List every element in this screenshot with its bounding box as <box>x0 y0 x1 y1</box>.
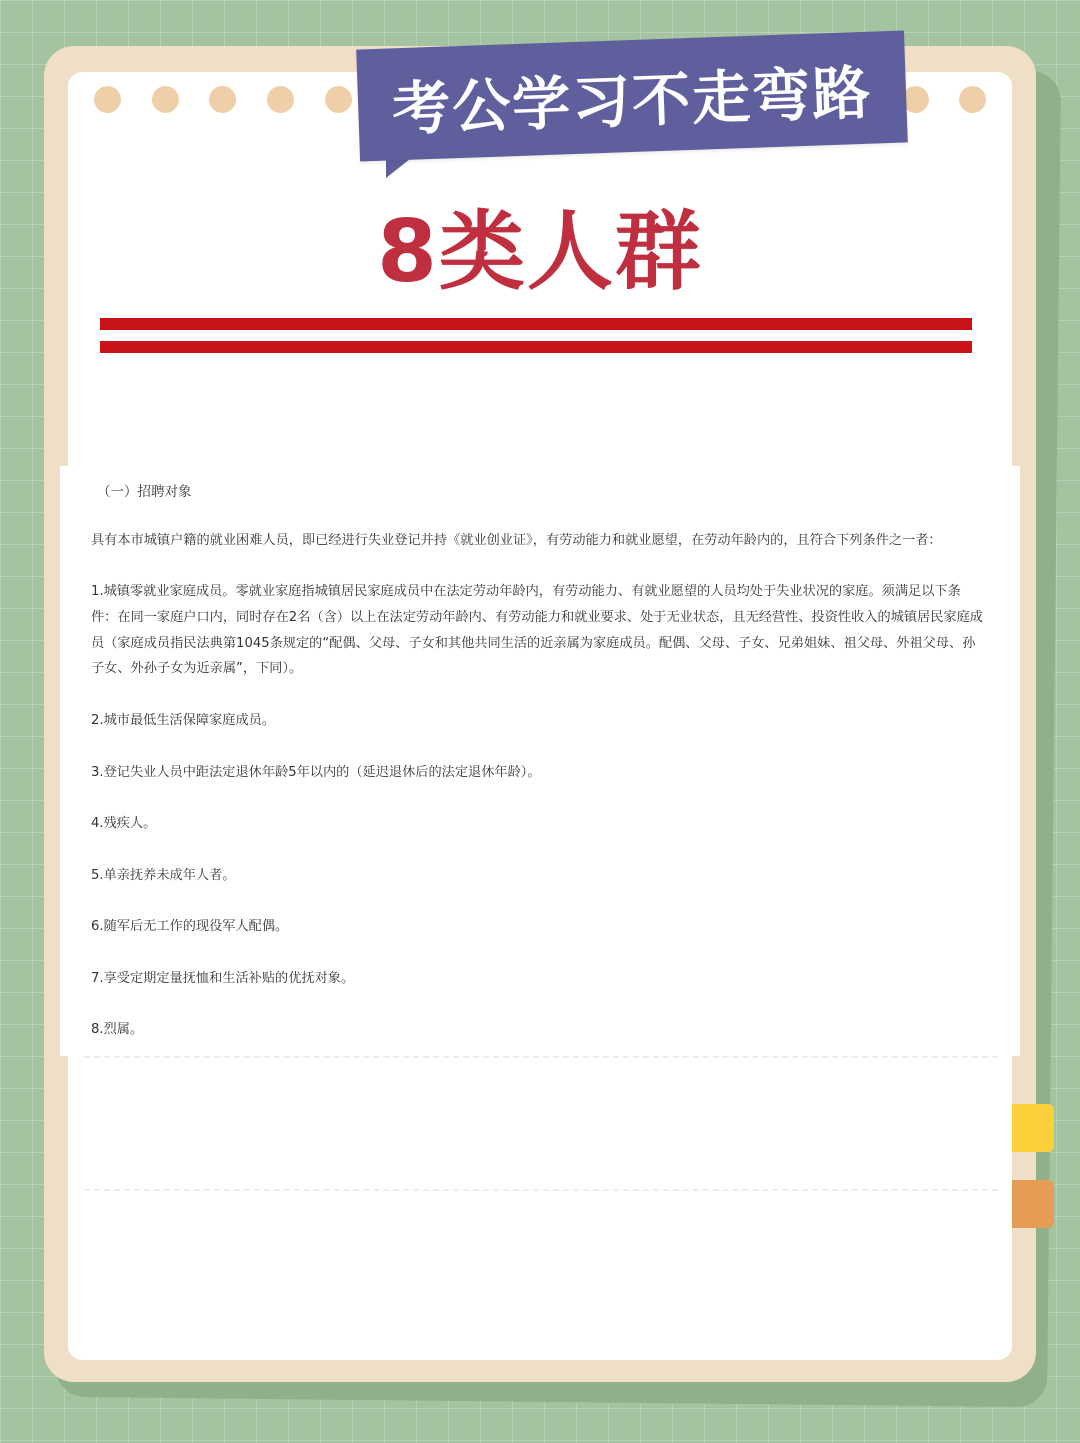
dashed-line <box>84 1056 998 1058</box>
section-heading: （一）招聘对象 <box>97 484 192 500</box>
dashed-line <box>84 1189 998 1191</box>
list-item: 6.随军后无工作的现役军人配偶。 <box>91 919 289 934</box>
orange-tab <box>1012 1180 1054 1228</box>
banner-text: 考公学习不走弯路 <box>391 58 874 144</box>
binder-hole <box>152 86 179 113</box>
list-item: 8.烈属。 <box>91 1022 144 1037</box>
binder-hole <box>959 86 986 113</box>
list-item: 1.城镇零就业家庭成员。零就业家庭指城镇居民家庭成员中在法定劳动年龄内，有劳动能力、有就业愿望的人员均处于失业状况的家庭。须满足以下条件：在同一家庭户口内，同时存在2名（含）以上在法定劳动年龄内、有劳动能力和就业要求、处于无业状态，且无经营性、投资性收入的城镇居民家庭成员（家庭成员指民法典第1045条规定的“配偶、父母、子女和其他共同生活的近亲属为家庭成员。配偶、父母、子女、兄弟姐妹、祖父母、外祖父母、孙子女、外孙子女为近亲属”，下同）。 <box>91 584 983 677</box>
title-rule-bottom <box>100 341 972 353</box>
binder-hole <box>209 86 236 113</box>
binder-hole <box>267 86 294 113</box>
binder-hole <box>94 86 121 113</box>
list-item: 4.残疾人。 <box>91 816 157 831</box>
binder-hole <box>325 86 352 113</box>
page-title: 8类人群 <box>377 202 703 302</box>
header-banner <box>356 30 908 161</box>
list-item: 2.城市最低生活保障家庭成员。 <box>91 713 276 728</box>
list-item: 5.单亲抚养未成年人者。 <box>91 868 236 883</box>
title-rule-top <box>100 318 972 330</box>
list-item: 7.享受定期定量抚恤和生活补贴的优抚对象。 <box>91 971 355 986</box>
list-item: 3.登记失业人员中距法定退休年龄5年以内的（延迟退休后的法定退休年龄）。 <box>91 765 541 780</box>
intro-paragraph: 具有本市城镇户籍的就业困难人员，即已经进行失业登记并持《就业创业证》，有劳动能力和就业愿望，在劳动年龄内的，且符合下列条件之一者： <box>91 533 942 548</box>
yellow-tab <box>1012 1104 1054 1152</box>
